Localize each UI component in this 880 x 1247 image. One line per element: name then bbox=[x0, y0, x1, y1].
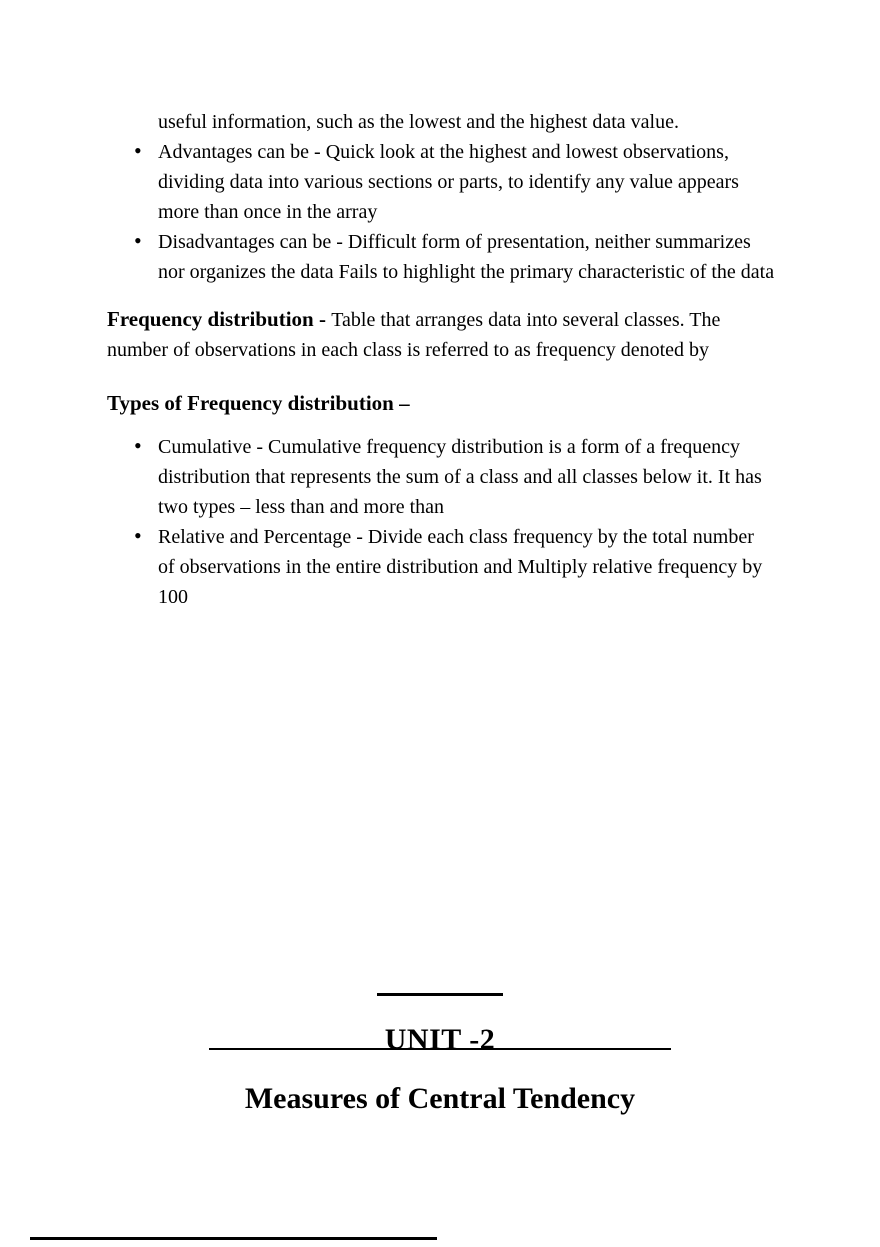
paragraph-continuation: useful information, such as the lowest and the highest data value. bbox=[158, 111, 679, 133]
page-body bbox=[107, 107, 775, 612]
paragraph-frequency-distribution bbox=[107, 304, 775, 365]
list-item: • Disadvantages can be - Difficult form of presentation, neither summarizes nor organizes the data Fails to highlight the primary characteristic of the data bbox=[158, 227, 775, 287]
unit-title-wrap bbox=[0, 1020, 880, 1060]
unit-title: UNIT -2 bbox=[384, 1023, 496, 1056]
types-of-frequency-distribution-heading: Types of Frequency distribution – bbox=[107, 391, 410, 415]
bullet-list-array-notes bbox=[107, 137, 775, 287]
bullet-list-frequency-types bbox=[107, 432, 775, 612]
unit-section bbox=[0, 993, 880, 1117]
list-item: • Relative and Percentage - Divide each class frequency by the total number of observations in the entire distribution and Multiply relative frequency by 100 bbox=[158, 522, 775, 612]
frequency-distribution-definition: Table that arranges data into several classes. The number of observations in each class is referred to as frequency denoted by bbox=[107, 309, 721, 361]
horizontal-rule-short bbox=[377, 993, 503, 996]
list-item: • Cumulative - Cumulative frequency distribution is a form of a frequency distribution that represents the sum of a class and all classes below it. It has two types – less than and more than bbox=[158, 432, 775, 522]
footer-rule bbox=[30, 1237, 437, 1240]
unit-subtitle: Measures of Central Tendency bbox=[244, 1082, 636, 1115]
list-item: • Advantages can be - Quick look at the highest and lowest observations, dividing data into various sections or parts, to identify any value appears more than once in the array bbox=[158, 137, 775, 227]
frequency-distribution-term: Frequency distribution - bbox=[107, 307, 332, 331]
